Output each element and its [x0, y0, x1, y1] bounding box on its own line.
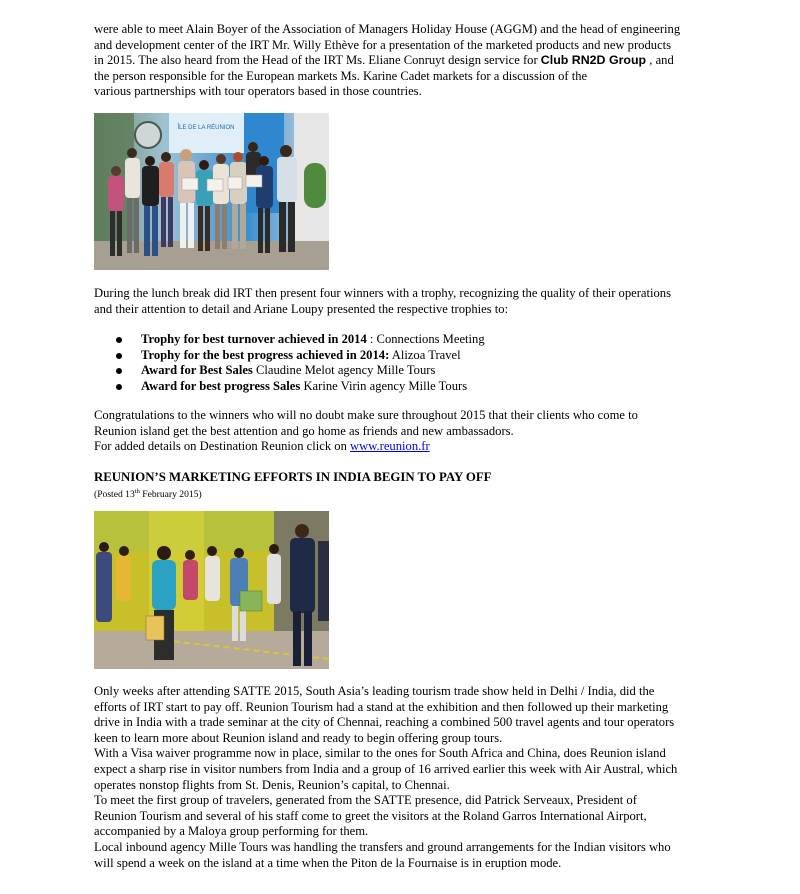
body-line: To meet the first group of travelers, generated from the SATTE presence, did Patrick Serveaux, President of	[94, 793, 637, 808]
award-title: Trophy for best turnover achieved in 2014	[141, 332, 367, 346]
congrats-line: Congratulations to the winners who will no doubt make sure throughout 2015 that their clients who come to	[94, 408, 638, 422]
intro-line: were able to meet Alain Boyer of the Association of Managers Holiday House (AGGM) and the head of engineering	[94, 22, 681, 36]
body-line: drive in India with a trade seminar at the city of Chennai, reaching a combined 500 travel agents and tour operators	[94, 715, 675, 730]
award-winner: Karine Virin agency Mille Tours	[300, 378, 468, 393]
posted-date	[94, 486, 202, 500]
award-winner: Claudine Melot agency Mille Tours	[252, 363, 436, 378]
india-body	[94, 684, 734, 871]
india-paragraph	[94, 684, 734, 746]
body-line: efforts of IRT start to pay off. Reunion Tourism had a stand at the exhibition and then followed up their marketing	[94, 699, 669, 714]
body-line: will spend a week on the island at a time when the Piton de la Fournaise is in eruption mode.	[94, 855, 562, 870]
lunch-line: During the lunch break did IRT then present four winners with a trophy, recognizing the quality of their operations	[94, 286, 672, 300]
congrats-paragraph	[94, 408, 734, 455]
intro-line: various partnerships with tour operators based in those countries.	[94, 84, 422, 99]
award-winner: Alizoa Travel	[389, 347, 461, 362]
airport-welcome-photo	[94, 511, 329, 669]
posted-suffix: February 2015)	[139, 489, 202, 501]
intro-line: in 2015. The also heard from the Head of the IRT Ms. Eliane Conruyt design service for	[94, 53, 541, 68]
body-line: Only weeks after attending SATTE 2015, South Asia’s leading tourism trade show held in Delhi / India, did the	[94, 684, 655, 698]
award-item	[141, 348, 741, 364]
body-line: operates nonstop flights from St. Denis, Reunion’s capital, to Chennai.	[94, 777, 450, 792]
club-rn2d-group: Club RN2D Group	[540, 53, 647, 68]
india-heading: REUNION’S MARKETING EFFORTS IN INDIA BEGIN TO PAY OFF	[94, 470, 492, 484]
award-item	[141, 332, 741, 348]
award-title: Award for best progress Sales	[141, 378, 301, 393]
award-winners-photo	[94, 113, 329, 270]
reunion-link[interactable]: www.reunion.fr	[350, 439, 430, 454]
intro-line: the person responsible for the European markets Ms. Karine Cadet markets for a discussion of the	[94, 68, 588, 83]
award-item	[141, 363, 741, 379]
intro-line: and development center of the IRT Mr. Willy Ethève for a presentation of the marketed products and new products	[94, 37, 672, 52]
details-text: For added details on Destination Reunion click on	[94, 439, 351, 454]
body-line: With a Visa waiver programme now in place, similar to the ones for South Africa and China, does Reunion island	[94, 746, 666, 761]
award-title: Trophy for the best progress achieved in 2014:	[141, 347, 390, 362]
congrats-line: Reunion island get the best attention and go home as friends and new ambassadors.	[94, 423, 514, 438]
lunch-line: and their attention to detail and Ariane Loupy presented the respective trophies to:	[94, 301, 509, 316]
posted-prefix: (Posted 13	[94, 489, 135, 501]
body-line: Local inbound agency Mille Tours was handling the transfers and ground arrangements for the Indian visitors who	[94, 839, 671, 854]
body-line: accompanied by a Maloya group performing for them.	[94, 824, 369, 839]
award-winner: : Connections Meeting	[366, 332, 485, 346]
india-paragraph	[94, 746, 734, 793]
india-paragraph	[94, 840, 734, 871]
banner-text: ÎLE DE LA RÉUNION	[177, 125, 235, 131]
body-line: keen to learn more about Reunion island and ready to begin offering group tours.	[94, 730, 503, 745]
india-paragraph	[94, 793, 734, 840]
lunch-paragraph	[94, 286, 734, 317]
intro-line-end: , and	[646, 53, 674, 68]
award-item	[141, 379, 741, 395]
posted-sup: th	[134, 488, 140, 495]
intro-paragraph	[94, 22, 734, 100]
awards-list	[94, 332, 741, 394]
award-title: Award for Best Sales	[141, 363, 253, 378]
body-line: expect a sharp rise in visitor numbers from India and a group of 16 arrived earlier this week with Air Austral, which	[94, 761, 678, 776]
body-line: Reunion Tourism and several of his staff come to greet the visitors at the Roland Garros International Airport,	[94, 808, 647, 823]
